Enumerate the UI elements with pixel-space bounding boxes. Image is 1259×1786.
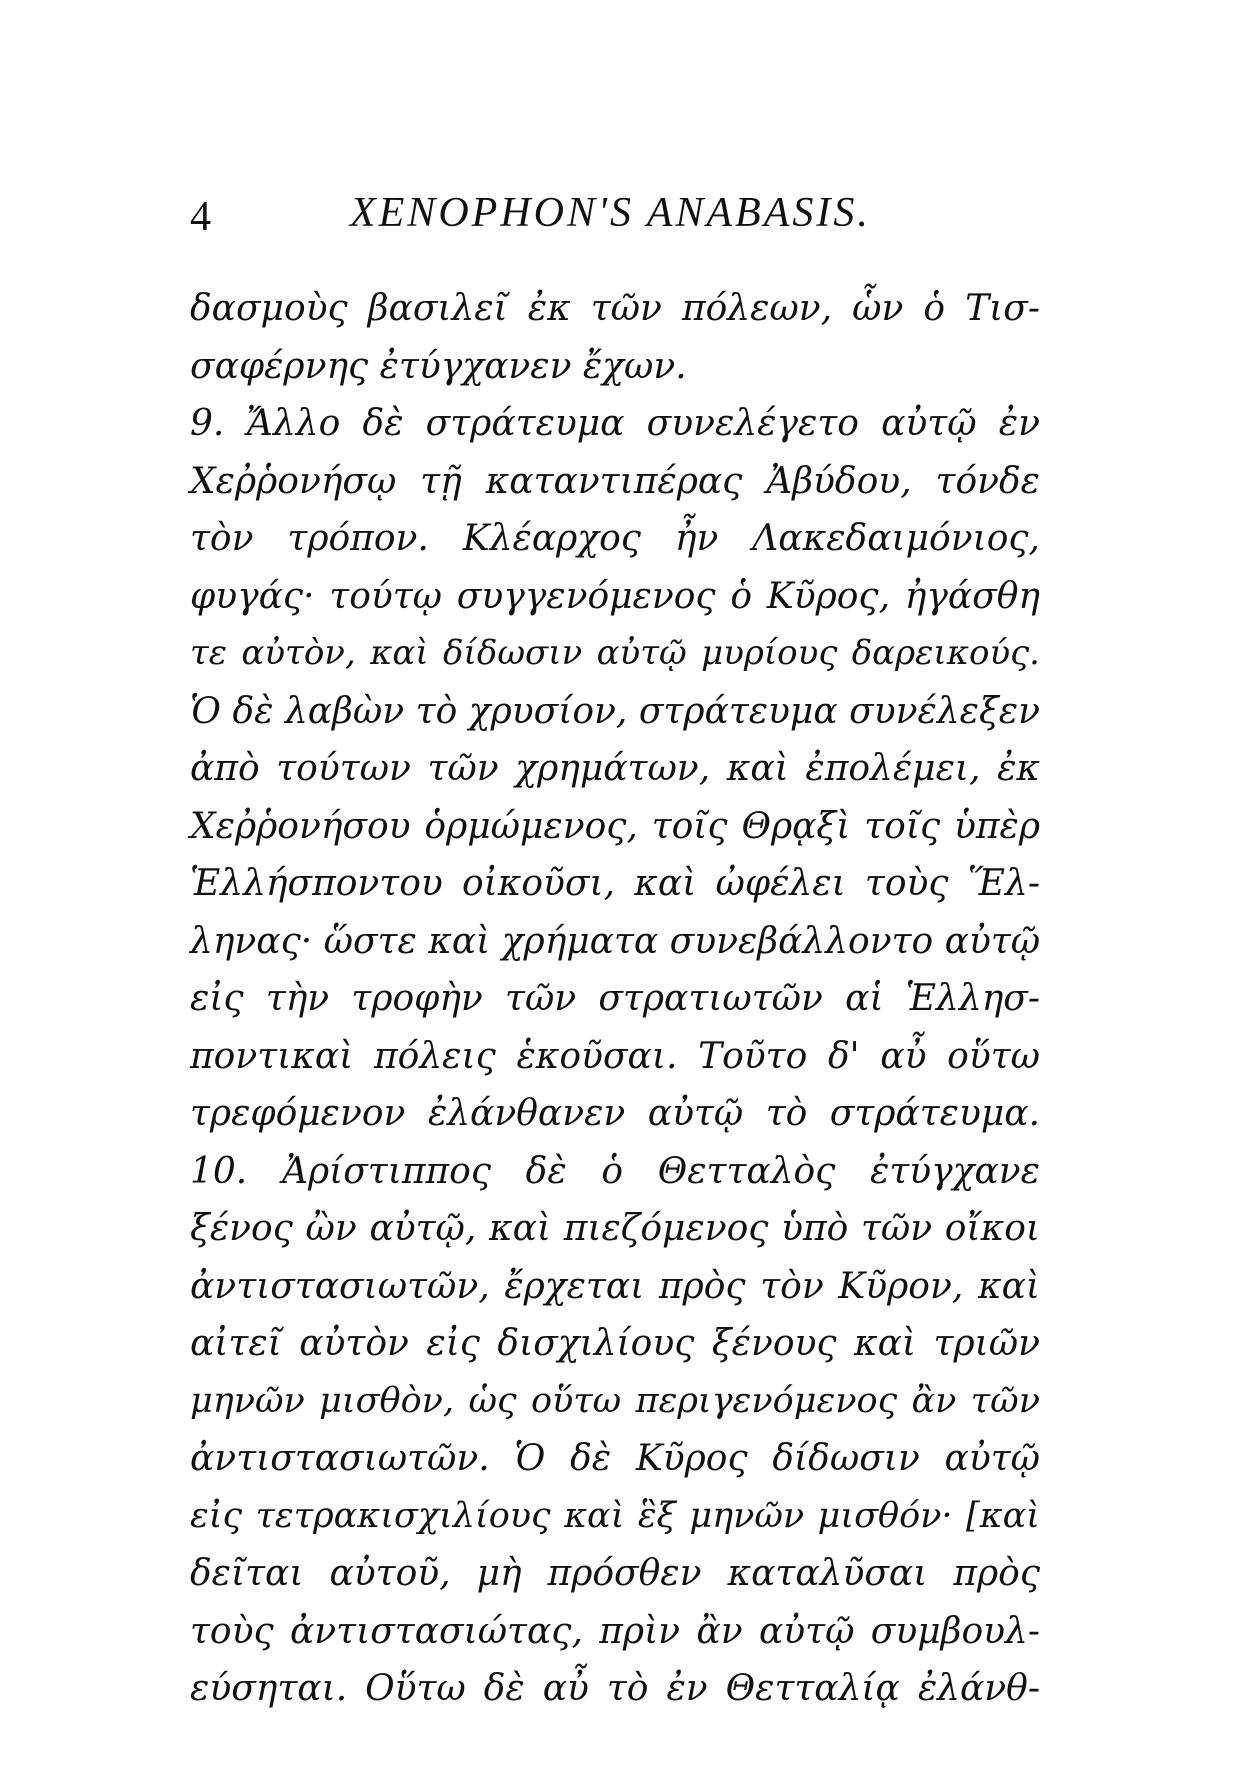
text-line: 10. Ἀρίστιππος δὲ ὁ Θετταλὸς ἐτύγχανε <box>190 1150 1040 1192</box>
text-line: δεῖται αὐτοῦ, μὴ πρόσθεν καταλῦσαι πρὸς <box>190 1553 1040 1594</box>
text-line: τρεφόμενον ἐλάνθανεν αὐτῷ τὸ στράτευμα. <box>190 1093 1040 1134</box>
text-line: ληνας· ὥστε καὶ χρήματα συνεβάλλοντο αὐτῷ <box>190 920 1041 962</box>
page-number: 4 <box>190 194 211 240</box>
text-line: 9. Ἄλλο δὲ στράτευμα συνελέγετο αὐτῷ ἐν <box>190 403 1040 444</box>
text-line: Χεῤῥονήσου ὁρμώμενος, τοῖς Θρᾳξὶ τοῖς ὑπὲρ <box>190 805 1040 847</box>
text-line: φυγάς· τούτῳ συγγενόμενος ὁ Κῦρος, ἠγάσθη <box>190 575 1040 617</box>
text-line: ἀντιστασιωτῶν. Ὁ δὲ Κῦρος δίδωσιν αὐτῷ <box>190 1438 1040 1479</box>
text-line: αἰτεῖ αὐτὸν εἰς δισχιλίους ξένους καὶ τριῶν <box>190 1323 1040 1364</box>
text-line: σαφέρνης ἐτύγχανεν ἔχων. <box>190 345 687 387</box>
page-header <box>190 185 1090 255</box>
text-line: ποντικαὶ πόλεις ἑκοῦσαι. Τοῦτο δ' αὖ οὕτω <box>190 1035 1040 1077</box>
text-line: Χεῤῥονήσῳ τῇ καταντιπέρας Ἀβύδου, τόνδε <box>190 460 1040 502</box>
text-line: εύσηται. Οὕτω δὲ αὖ τὸ ἐν Θετταλίᾳ ἐλάνθ- <box>190 1668 1040 1709</box>
text-line: τὸν τρόπον. Κλέαρχος ἦν Λακεδαιμόνιος, <box>190 518 1040 559</box>
body-text <box>190 280 1040 1718</box>
text-line: μηνῶν μισθὸν, ὡς οὕτω περιγενόμενος ἂν τῶν <box>190 1380 1040 1421</box>
text-line: ἀντιστασιωτῶν, ἔρχεται πρὸς τὸν Κῦρον, καὶ <box>190 1265 1040 1307</box>
text-line: εἰς τὴν τροφὴν τῶν στρατιωτῶν αἱ Ἑλλησ- <box>190 978 1040 1019</box>
text-line: εἰς τετρακισχιλίους καὶ ἓξ μηνῶν μισθόν· [καὶ <box>190 1495 1040 1536</box>
text-line: Ὁ δὲ λαβὼν τὸ χρυσίον, στράτευμα συνέλεξεν <box>190 690 1040 732</box>
text-line: ἀπὸ τούτων τῶν χρημάτων, καὶ ἐπολέμει, ἐκ <box>190 748 1040 789</box>
text-line: τοὺς ἀντιστασιώτας, πρὶν ἂν αὐτῷ συμβουλ- <box>190 1610 1040 1652</box>
text-line: Ἑλλήσποντου οἰκοῦσι, καὶ ὠφέλει τοὺς Ἕλ- <box>190 863 1040 904</box>
text-line: τε αὐτὸν, καὶ δίδωσιν αὐτῷ μυρίους δαρεικούς. <box>190 633 1040 673</box>
running-title: XENOPHON'S ANABASIS. <box>350 190 871 236</box>
text-line: δασμοὺς βασιλεῖ ἐκ τῶν πόλεων, ὧν ὁ Τισ- <box>190 288 1040 329</box>
text-line: ξένος ὢν αὐτῷ, καὶ πιεζόμενος ὑπὸ τῶν οἴκοι <box>190 1208 1040 1249</box>
